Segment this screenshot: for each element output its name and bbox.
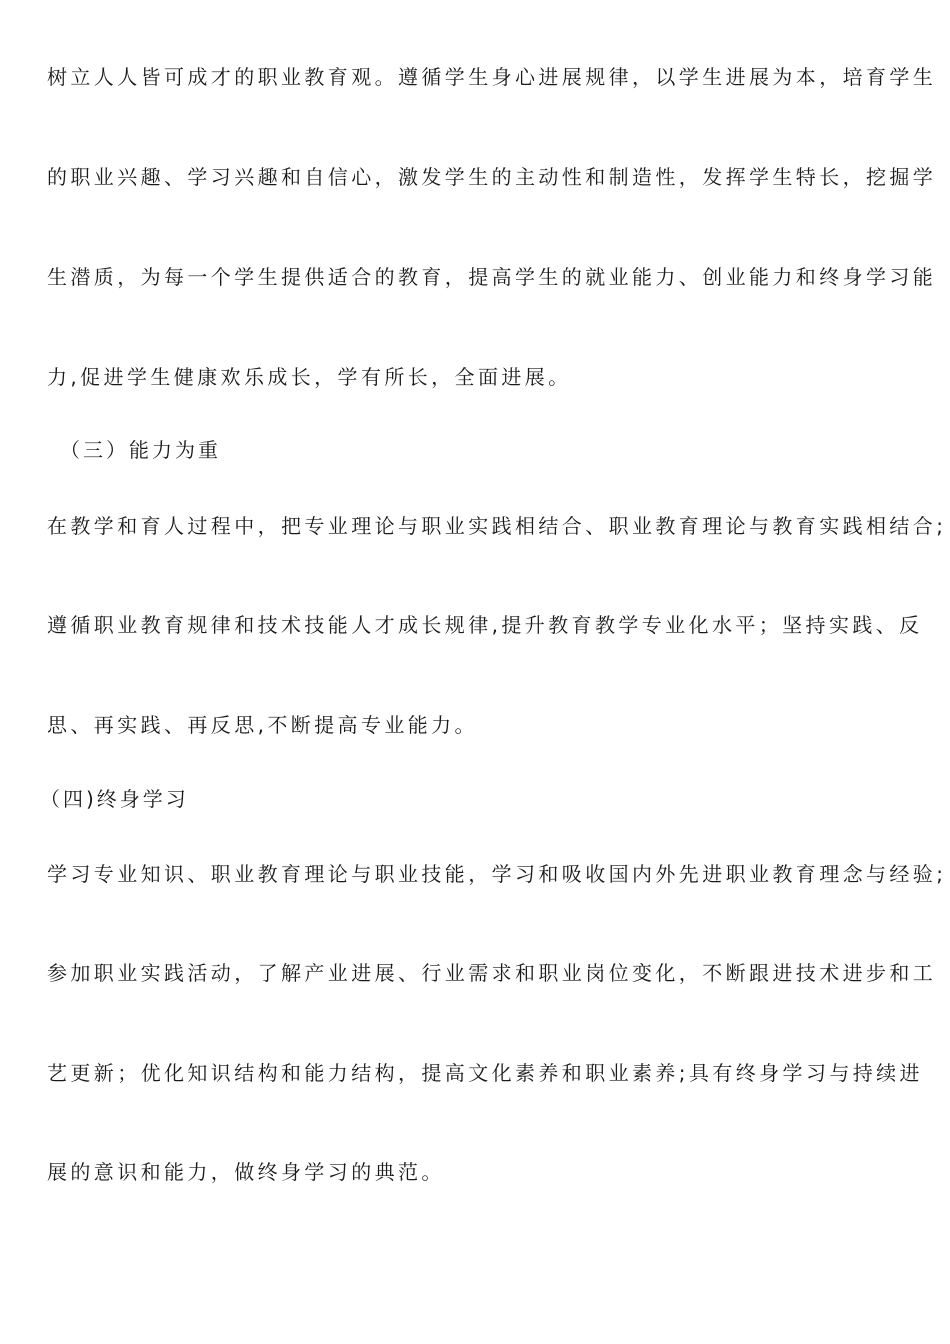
- paragraph-line: 遵循职业教育规律和技术技能人才成长规律,提升教育教学专业化水平；坚持实践、反: [47, 613, 923, 637]
- section-heading-4: （四)终身学习: [40, 787, 189, 811]
- paragraph-line: 参加职业实践活动，了解产业进展、行业需求和职业岗位变化，不断跟进技术进步和工: [47, 961, 937, 985]
- paragraph-line: 艺更新；优化知识结构和能力结构，提高文化素养和职业素养;具有终身学习与持续进: [47, 1061, 923, 1085]
- paragraph-line: 思、再实践、再反思,不断提高专业能力。: [47, 713, 478, 737]
- paragraph-line: 学习专业知识、职业教育理论与职业技能，学习和吸收国内外先进职业教育理念与经验;: [47, 862, 947, 886]
- paragraph-line: 生潜质，为每一个学生提供适合的教育，提高学生的就业能力、创业能力和终身学习能: [47, 265, 937, 289]
- section-heading-3: （三）能力为重: [60, 438, 221, 462]
- paragraph-line: 树立人人皆可成才的职业教育观。遵循学生身心进展规律，以学生进展为本，培育学生: [47, 65, 937, 89]
- paragraph-line: 的职业兴趣、学习兴趣和自信心，激发学生的主动性和制造性，发挥学生特长，挖掘学: [47, 165, 937, 189]
- paragraph-line: 在教学和育人过程中，把专业理论与职业实践相结合、职业教育理论与教育实践相结合;: [47, 514, 947, 538]
- paragraph-line: 展的意识和能力，做终身学习的典范。: [47, 1160, 445, 1184]
- paragraph-line: 力,促进学生健康欢乐成长，学有所长，全面进展。: [47, 365, 572, 389]
